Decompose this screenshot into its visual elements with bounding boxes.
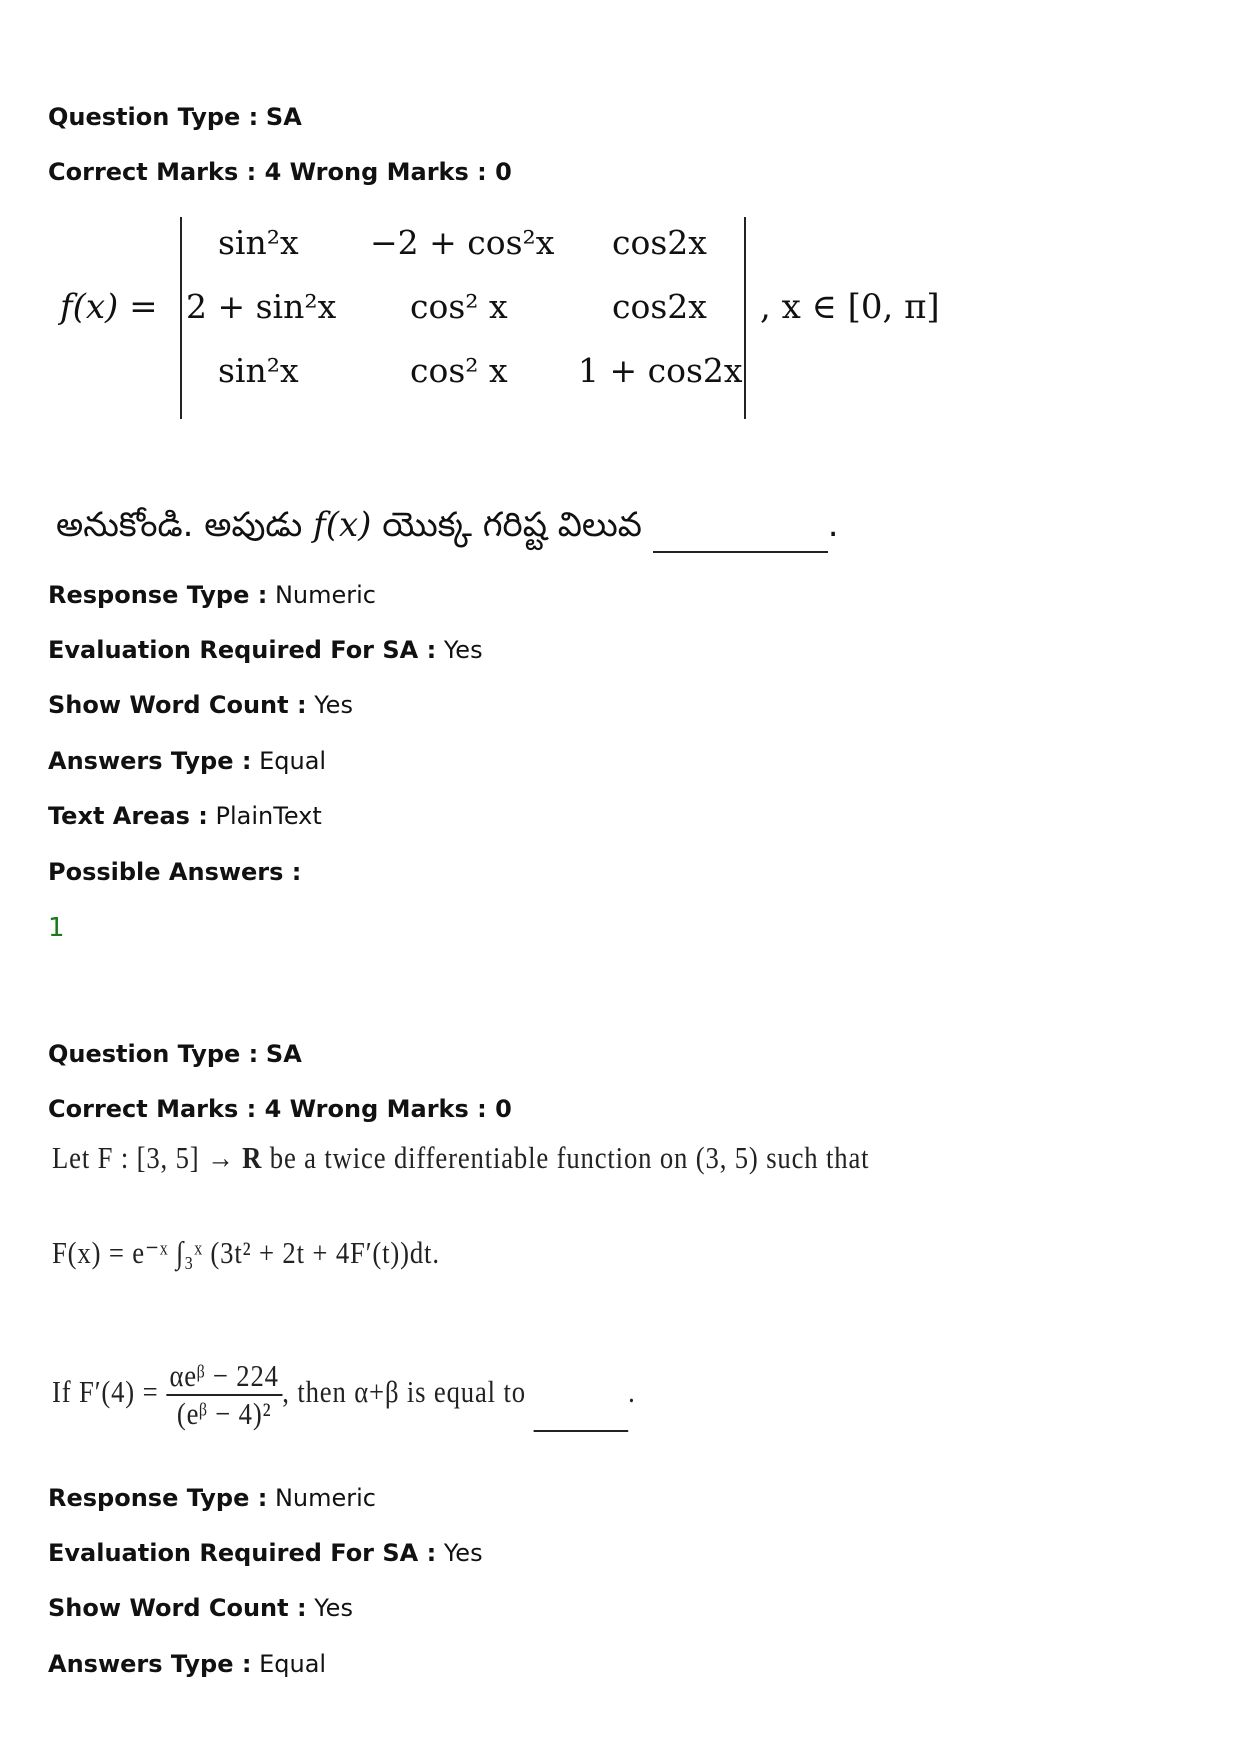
q2-field-word-count	[48, 1593, 353, 1623]
q2-marks	[48, 1094, 512, 1124]
field-label: Evaluation Required For SA :	[48, 1539, 437, 1567]
q2-field-evaluation	[48, 1538, 483, 1568]
field-value: PlainText	[215, 802, 322, 830]
det-cell: 1 + cos2x	[578, 351, 743, 390]
answer-blank	[653, 521, 828, 553]
q1-function-label: f(x) =	[60, 287, 158, 327]
q1-marks	[48, 157, 512, 187]
q1-field-possible-answers	[48, 857, 301, 887]
det-right-bar	[744, 217, 746, 419]
q2-reals-symbol: R	[242, 1140, 263, 1175]
field-value: Equal	[259, 1650, 327, 1678]
q1-answer: 1	[48, 913, 65, 943]
field-value: Yes	[314, 1594, 353, 1622]
q2-line3-rhs: , then α+β is equal to	[282, 1374, 526, 1410]
q2-marks-text: Correct Marks : 4 Wrong Marks : 0	[48, 1095, 512, 1123]
field-value: Yes	[443, 1539, 483, 1567]
q1-telugu-suffix: యొక్క గరిష్ట విలువ	[371, 505, 653, 545]
field-label: Answers Type :	[48, 1650, 252, 1678]
field-label: Show Word Count :	[48, 691, 307, 719]
det-cell: sin²x	[218, 351, 299, 390]
q1-telugu-fx: f(x)	[313, 505, 372, 545]
field-label: Response Type :	[48, 1484, 268, 1512]
q2-line3-end: .	[628, 1374, 636, 1410]
q2-fraction-denominator: (eᵝ − 4)²	[176, 1396, 272, 1431]
q2-field-answers-type	[48, 1649, 326, 1679]
q2-fraction	[166, 1358, 282, 1432]
q1-field-evaluation	[48, 635, 483, 665]
q2-line-2: F(x) = e⁻ˣ ∫₃ˣ (3t² + 2t + 4F′(t))dt.	[52, 1235, 440, 1270]
q2-line1-part: be a twice differentiable function on (3, 5) such that	[262, 1140, 870, 1175]
q1-telugu-prefix: అనుకోండి. అపుడు	[56, 505, 314, 545]
field-value: Numeric	[274, 1484, 376, 1512]
q1-determinant	[60, 205, 940, 420]
det-cell: cos2x	[612, 223, 707, 262]
q1-field-text-areas	[48, 801, 322, 831]
det-cell: cos2x	[612, 287, 707, 326]
det-cell: cos² x	[410, 351, 508, 390]
field-value: Yes	[443, 636, 483, 664]
det-cell: sin²x	[218, 223, 299, 262]
q2-question-type-label: Question Type :	[48, 1040, 259, 1068]
field-label: Show Word Count :	[48, 1594, 307, 1622]
q2-question-type	[48, 1039, 302, 1069]
field-label: Answers Type :	[48, 747, 252, 775]
q1-domain: , x ∈ [0, π]	[760, 287, 940, 327]
det-cell: −2 + cos²x	[370, 223, 555, 262]
field-label: Response Type :	[48, 581, 268, 609]
det-left-bar	[180, 217, 182, 419]
q1-field-word-count	[48, 690, 353, 720]
q1-question-type-value: SA	[265, 103, 302, 131]
q2-line1-part: Let F : [3, 5] →	[52, 1140, 243, 1175]
q2-question-type-value: SA	[265, 1040, 302, 1068]
q2-field-response-type	[48, 1483, 376, 1513]
q2-line3-lhs: If F′(4) =	[52, 1374, 159, 1410]
det-cell: cos² x	[410, 287, 508, 326]
field-value: Equal	[259, 747, 327, 775]
field-value: Numeric	[274, 581, 376, 609]
q1-marks-text: Correct Marks : 4 Wrong Marks : 0	[48, 158, 512, 186]
q1-telugu-end: .	[827, 505, 839, 545]
det-cell: 2 + sin²x	[186, 287, 337, 326]
q2-fraction-numerator: αeᵝ − 224	[166, 1358, 282, 1396]
answer-blank	[533, 1404, 628, 1432]
field-value: Yes	[314, 691, 353, 719]
field-label: Possible Answers :	[48, 858, 302, 886]
q1-telugu-question	[56, 505, 839, 553]
field-label: Evaluation Required For SA :	[48, 636, 437, 664]
q2-line-1	[52, 1140, 869, 1176]
field-label: Text Areas :	[48, 802, 208, 830]
q1-question-type-label: Question Type :	[48, 103, 259, 131]
q2-line-3	[52, 1358, 636, 1432]
q1-field-answers-type	[48, 746, 326, 776]
q1-field-response-type	[48, 580, 376, 610]
q1-question-type	[48, 102, 302, 132]
